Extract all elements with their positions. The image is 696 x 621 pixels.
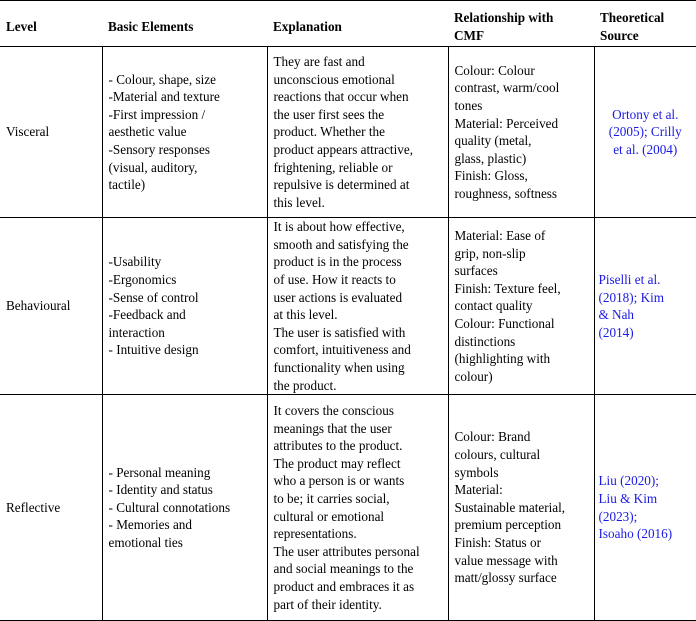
line: The user is satisfied with xyxy=(273,324,406,340)
line: -Usability xyxy=(108,254,162,270)
line: surfaces xyxy=(454,263,498,279)
line: tactile) xyxy=(108,177,146,193)
citation-link[interactable]: Piselli et al. xyxy=(598,271,661,287)
table-row-behavioural xyxy=(0,218,696,395)
citation-link[interactable]: Ortony et al. xyxy=(612,106,679,122)
line: and social meanings to the xyxy=(273,561,414,577)
line: the product. xyxy=(273,377,337,393)
line: Colour: Brand xyxy=(454,429,531,445)
header-theoretical-source xyxy=(594,1,696,47)
citation-link[interactable]: (2005); Crilly xyxy=(608,124,682,140)
cell-explanation xyxy=(267,47,448,218)
line: this level. xyxy=(273,194,325,210)
line: They are fast and xyxy=(273,54,365,70)
line: Finish: Status or xyxy=(454,535,541,551)
line: The product may reflect xyxy=(273,455,401,471)
line: -Sensory responses xyxy=(108,141,210,157)
line: value message with xyxy=(454,552,558,568)
cell-cmf xyxy=(448,218,594,395)
line: attributes to the product. xyxy=(273,438,403,454)
line: part of their identity. xyxy=(273,596,382,612)
line: user actions is evaluated xyxy=(273,289,403,305)
line: contact quality xyxy=(454,298,533,314)
citation-link[interactable]: (2023); xyxy=(598,508,638,524)
line: product. Whether the xyxy=(273,124,385,140)
citation-link[interactable]: Isoaho (2016) xyxy=(598,526,673,542)
line: It is about how effective, xyxy=(273,219,405,235)
cell-level: Visceral xyxy=(6,124,50,140)
line: who a person is or wants xyxy=(273,473,405,489)
citation-link[interactable]: (2018); Kim xyxy=(598,289,665,305)
line: - Colour, shape, size xyxy=(108,71,217,87)
line: repulsive is determined at xyxy=(273,177,410,193)
line: - Intuitive design xyxy=(108,342,199,358)
line: emotional ties xyxy=(108,535,183,551)
line: distinctions xyxy=(454,333,516,349)
line: of use. How it reacts to xyxy=(273,271,396,287)
line: tones xyxy=(454,98,483,113)
cell-cmf xyxy=(448,47,594,218)
cell-source xyxy=(594,395,696,621)
line: at this level. xyxy=(273,307,338,323)
line: - Memories and xyxy=(108,517,192,533)
table-row-reflective xyxy=(0,395,696,621)
line: The user attributes personal xyxy=(273,543,420,559)
line: glass, plastic) xyxy=(454,150,527,166)
line: aesthetic value xyxy=(108,124,187,140)
header-basic-elements: Basic Elements xyxy=(108,19,194,34)
header-relationship-cmf xyxy=(448,1,594,47)
header-source-line1: Theoretical xyxy=(600,10,665,25)
line: premium perception xyxy=(454,517,562,533)
cell-level: Behavioural xyxy=(6,298,71,314)
line: It covers the conscious xyxy=(273,403,394,419)
line: product is in the process xyxy=(273,254,402,270)
line: (visual, auditory, xyxy=(108,159,198,175)
cell-cmf xyxy=(448,395,594,621)
line: meanings that the user xyxy=(273,420,392,436)
line: Finish: Gloss, xyxy=(454,168,528,184)
line: colours, cultural xyxy=(454,447,541,463)
header-level: Level xyxy=(6,19,37,34)
cell-basic-elements xyxy=(102,218,267,395)
table-row-visceral xyxy=(0,47,696,218)
line: -Feedback and xyxy=(108,307,186,323)
line: quality (metal, xyxy=(454,133,532,149)
line: contrast, warm/cool xyxy=(454,80,560,96)
header-relationship-line1: Relationship with xyxy=(454,10,554,25)
line: Material: Perceived xyxy=(454,115,559,131)
line: to be; it carries social, xyxy=(273,491,390,507)
line: -Ergonomics xyxy=(108,271,177,287)
citation-link[interactable]: (2014) xyxy=(598,324,634,340)
line: Material: xyxy=(454,482,503,498)
line: frightening, reliable or xyxy=(273,159,393,175)
cell-level: Reflective xyxy=(6,499,61,515)
line: colour) xyxy=(454,368,493,384)
cell-explanation xyxy=(267,395,448,621)
header-relationship-line2: CMF xyxy=(454,27,485,43)
citation-link[interactable]: Liu (2020); xyxy=(598,473,659,489)
line: product appears attractive, xyxy=(273,141,413,157)
line: functionality when using xyxy=(273,359,405,375)
line: reactions that occur when xyxy=(273,89,409,105)
cell-source xyxy=(594,218,696,395)
header-row xyxy=(0,1,696,47)
line: Finish: Texture feel, xyxy=(454,280,561,296)
line: Colour: Functional xyxy=(454,315,555,331)
line: -Sense of control xyxy=(108,289,199,305)
line: interaction xyxy=(108,324,165,340)
header-explanation: Explanation xyxy=(273,19,342,34)
line: Colour: Colour xyxy=(454,62,535,78)
line: matt/glossy surface xyxy=(454,570,557,586)
line: comfort, intuitiveness and xyxy=(273,342,411,358)
line: grip, non-slip xyxy=(454,245,526,261)
line: roughness, softness xyxy=(454,185,558,201)
line: - Cultural connotations xyxy=(108,499,231,515)
line: (highlighting with xyxy=(454,351,551,367)
line: -First impression / xyxy=(108,106,206,122)
cell-basic-elements xyxy=(102,47,267,218)
line: smooth and satisfying the xyxy=(273,236,409,252)
line: -Material and texture xyxy=(108,89,220,105)
line: - Identity and status xyxy=(108,482,213,498)
citation-link[interactable]: & Nah xyxy=(598,307,635,323)
citation-link[interactable]: Liu & Kim xyxy=(598,491,658,507)
line: Sustainable material, xyxy=(454,499,566,515)
cell-explanation xyxy=(267,218,448,395)
line: symbols xyxy=(454,464,499,480)
cell-basic-elements xyxy=(102,395,267,621)
line: - Personal meaning xyxy=(108,464,211,480)
header-source-line2: Source xyxy=(600,27,639,43)
citation-link[interactable]: et al. (2004) xyxy=(613,141,678,157)
line: the user first sees the xyxy=(273,106,385,122)
line: unconscious emotional xyxy=(273,71,395,87)
line: Material: Ease of xyxy=(454,227,546,243)
line: representations. xyxy=(273,526,357,542)
line: cultural or emotional xyxy=(273,508,385,524)
line: product and embraces it as xyxy=(273,579,415,594)
cell-source xyxy=(594,47,696,218)
